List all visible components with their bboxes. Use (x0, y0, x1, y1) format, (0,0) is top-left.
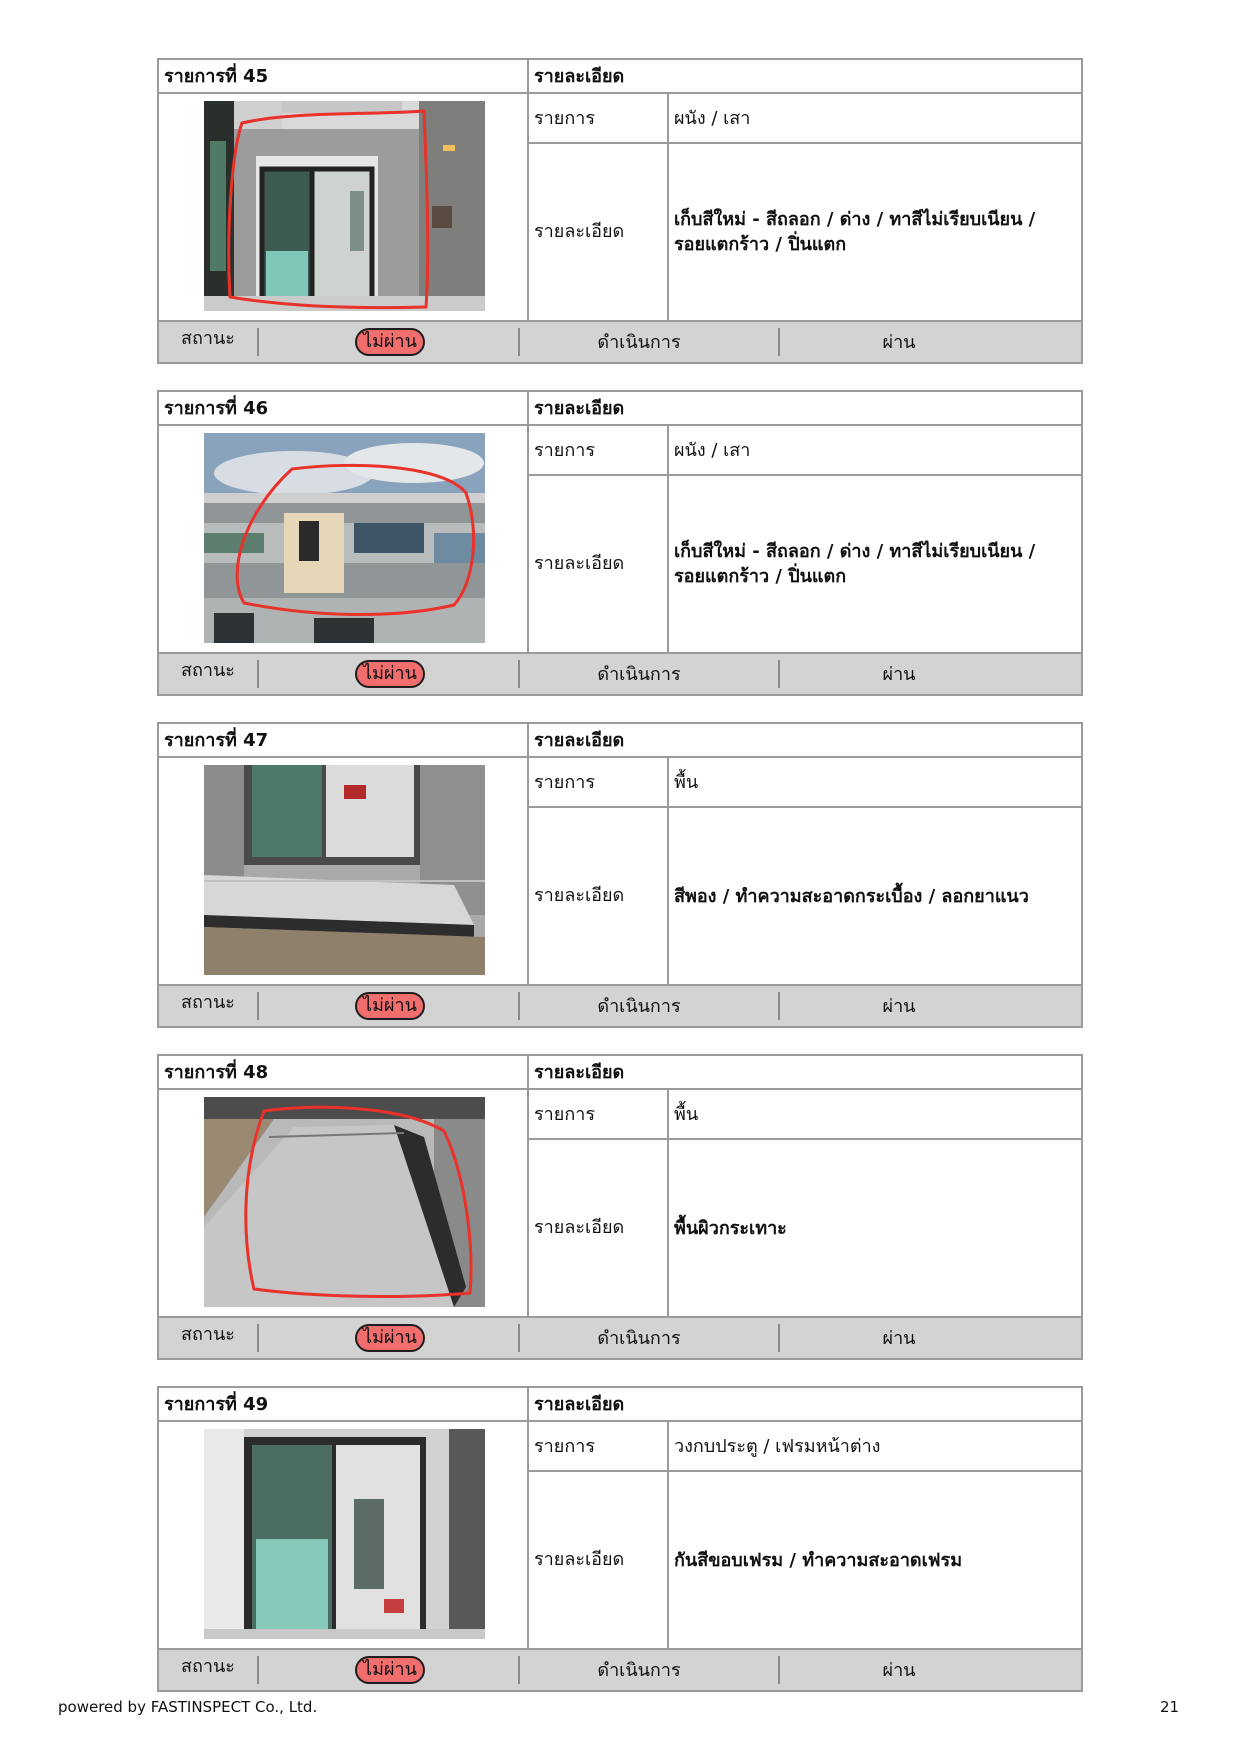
inspection-item-card (157, 1386, 1083, 1692)
row-value-item: ผนัง / เสา (669, 426, 1083, 476)
separator (518, 992, 520, 1020)
status-pass[interactable]: ผ่าน (882, 996, 916, 1017)
inspection-photo[interactable] (204, 1429, 485, 1639)
inspection-item-card (157, 722, 1083, 1028)
status-in-progress[interactable]: ดำเนินการ (597, 996, 681, 1017)
separator (778, 1656, 780, 1684)
status-label: สถานะ (181, 1656, 235, 1677)
page-number: 21 (1160, 1698, 1180, 1716)
inspection-photo[interactable] (204, 101, 485, 311)
status-pass[interactable]: ผ่าน (882, 664, 916, 685)
photo-cell (159, 426, 529, 652)
inspection-item-card (157, 58, 1083, 364)
row-label-detail: รายละเอียด (529, 808, 669, 984)
row-label-detail: รายละเอียด (529, 1472, 669, 1648)
row-label-item: รายการ (529, 1422, 669, 1472)
status-in-progress[interactable]: ดำเนินการ (597, 332, 681, 353)
row-value-item: พื้น (669, 758, 1083, 808)
detail-header: รายละเอียด (529, 1056, 1083, 1090)
status-fail-badge[interactable]: ไม่ผ่าน (355, 328, 425, 356)
inspection-item-card (157, 1054, 1083, 1360)
photo-cell (159, 1422, 529, 1648)
item-number-header: รายการที่ 46 (159, 392, 529, 426)
item-number-header: รายการที่ 49 (159, 1388, 529, 1422)
detail-text: เก็บสีใหม่ - สีถลอก / ด่าง / ทาสีไม่เรียบเนียน / รอยแตกร้าว / ปิ่นแตก (674, 209, 1036, 255)
separator (257, 328, 259, 356)
row-label-item: รายการ (529, 426, 669, 476)
status-pass[interactable]: ผ่าน (882, 1660, 916, 1681)
status-bar (159, 1648, 1081, 1690)
row-label-item: รายการ (529, 94, 669, 144)
row-label-item: รายการ (529, 1090, 669, 1140)
row-label-item: รายการ (529, 758, 669, 808)
inspection-photo[interactable] (204, 433, 485, 643)
detail-text: กันสีขอบเฟรม / ทำความสะอาดเฟรม (674, 1549, 963, 1571)
status-bar (159, 1316, 1081, 1358)
separator (518, 660, 520, 688)
separator (257, 1324, 259, 1352)
separator (257, 1656, 259, 1684)
detail-header: รายละเอียด (529, 60, 1083, 94)
row-value-item: วงกบประตู / เฟรมหน้าต่าง (669, 1422, 1083, 1472)
status-fail-badge[interactable]: ไม่ผ่าน (355, 1656, 425, 1684)
row-value-detail (669, 1472, 1083, 1648)
status-pass[interactable]: ผ่าน (882, 332, 916, 353)
row-value-detail (669, 144, 1083, 320)
photo-cell (159, 1090, 529, 1316)
separator (518, 1656, 520, 1684)
separator (257, 992, 259, 1020)
separator (778, 992, 780, 1020)
inspection-photo[interactable] (204, 765, 485, 975)
status-bar (159, 320, 1081, 362)
status-in-progress[interactable]: ดำเนินการ (597, 1328, 681, 1349)
status-label: สถานะ (181, 328, 235, 349)
inspection-item-card (157, 390, 1083, 696)
status-pass[interactable]: ผ่าน (882, 1328, 916, 1349)
separator (518, 328, 520, 356)
separator (778, 660, 780, 688)
row-value-detail (669, 476, 1083, 652)
row-label-detail: รายละเอียด (529, 1140, 669, 1316)
status-label: สถานะ (181, 992, 235, 1013)
status-fail-badge[interactable]: ไม่ผ่าน (355, 1324, 425, 1352)
inspection-photo[interactable] (204, 1097, 485, 1307)
detail-text: สีพอง / ทำความสะอาดกระเบื้อง / ลอกยาแนว (674, 885, 1029, 907)
separator (257, 660, 259, 688)
row-value-detail (669, 808, 1083, 984)
row-label-detail: รายละเอียด (529, 144, 669, 320)
row-label-detail: รายละเอียด (529, 476, 669, 652)
separator (778, 1324, 780, 1352)
row-value-detail (669, 1140, 1083, 1316)
detail-header: รายละเอียด (529, 392, 1083, 426)
status-in-progress[interactable]: ดำเนินการ (597, 1660, 681, 1681)
status-label: สถานะ (181, 1324, 235, 1345)
row-value-item: พื้น (669, 1090, 1083, 1140)
detail-header: รายละเอียด (529, 1388, 1083, 1422)
status-fail-badge[interactable]: ไม่ผ่าน (355, 660, 425, 688)
status-fail-badge[interactable]: ไม่ผ่าน (355, 992, 425, 1020)
status-bar (159, 984, 1081, 1026)
footer-powered-by: powered by FASTINSPECT Co., Ltd. (58, 1698, 318, 1716)
separator (518, 1324, 520, 1352)
separator (778, 328, 780, 356)
status-in-progress[interactable]: ดำเนินการ (597, 664, 681, 685)
status-bar (159, 652, 1081, 694)
item-number-header: รายการที่ 48 (159, 1056, 529, 1090)
status-label: สถานะ (181, 660, 235, 681)
photo-cell (159, 94, 529, 320)
photo-cell (159, 758, 529, 984)
item-number-header: รายการที่ 47 (159, 724, 529, 758)
item-number-header: รายการที่ 45 (159, 60, 529, 94)
detail-text: เก็บสีใหม่ - สีถลอก / ด่าง / ทาสีไม่เรียบเนียน / รอยแตกร้าว / ปิ่นแตก (674, 541, 1036, 587)
detail-header: รายละเอียด (529, 724, 1083, 758)
detail-text: พื้นผิวกระเทาะ (674, 1217, 787, 1239)
row-value-item: ผนัง / เสา (669, 94, 1083, 144)
